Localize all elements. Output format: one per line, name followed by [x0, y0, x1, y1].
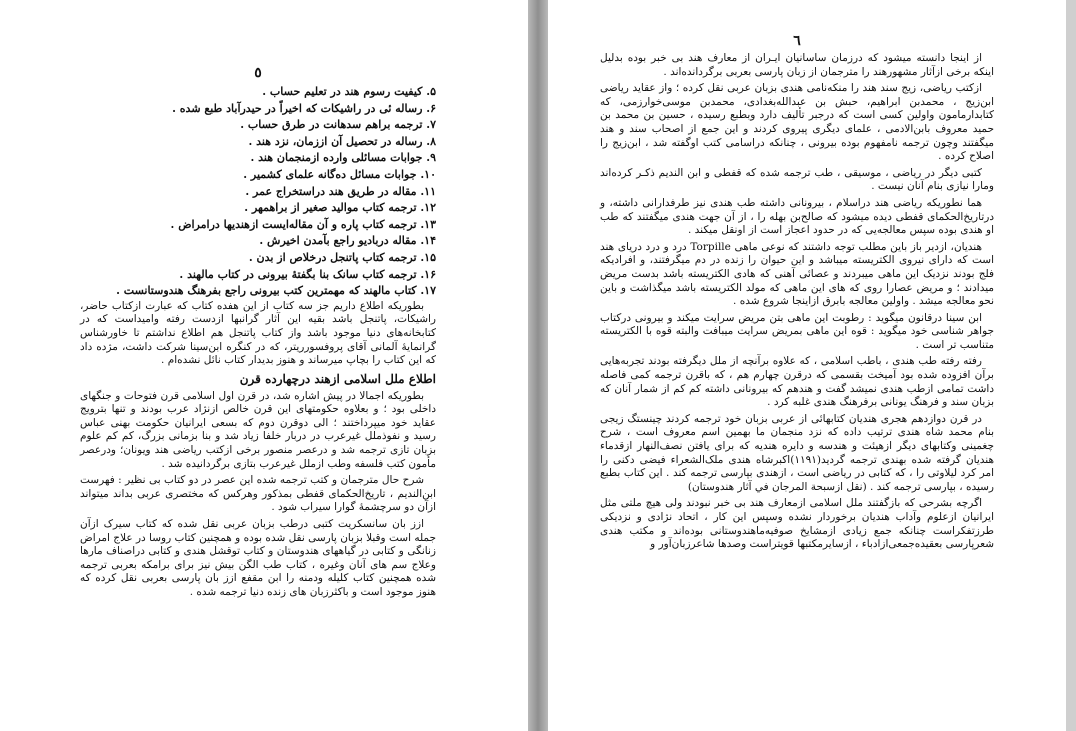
paragraph: ابن سینا درقانون میگوید : رطوبت این ماهی بتن مریض سرایت میکند و بیرونی درکتاب جواهر شناسی خود میگوید : قوه این ماهی بمریض سرایت میبافت والبته قوه با الکتریسته متناسب تر است . [600, 311, 994, 351]
paragraph: از اینجا دانسته میشود که درزمان ساسانیان ایـران از معارف هند بی خبر بوده بدلیل اینکه برخی ازآثار مشهورهند را مترجمان از زبان پارسی بعربی برگردانده‌اند . [600, 52, 994, 78]
paragraph: شرح حال مترجمان و کتب ترجمه شده این عصر در دو کتاب بی نظیر : فهرست ابن‌الندیم ، تاریخ‌الحکمای قفطی بمذکور وهرکس که مختصری عربی بداند میتواند ازآن دو سرچشمهٔ گوارا سیراب شود . [80, 474, 436, 514]
list-item: ۱۳. ترجمه کتاب پاره و آن مقاله‌ایست ازهندیها درامراض . [170, 217, 436, 231]
list-item: ۵. کیفیت رسوم هند در تعلیم حساب . [262, 85, 436, 98]
list-item: ۱۴. مقاله دربادیو راجع بآمدن اخیرش . [259, 234, 436, 248]
paragraph: اگرچه بشرحی که بازگفتند ملل اسلامی ازمعارف هند بی خبر نبودند ولی هیچ ملتی مثل ایرانیان ازعلوم وآداب هندیان برخوردار نشده وسپس این کار ، اتحاد نژادی و نزدیکی طرزتفکراست چنانکه جمع زیادی ازمشایخ صوفیه‌ماهندوستانی بوده‌اند و مکتب هندی شعرپارسی بعقیده‌جمعی‌ازادباء ، ازسایرمکتبها قویتراست وصدها شاعرزبان‌آور و [600, 497, 994, 551]
right-page [548, 0, 1076, 731]
paragraph: رفته رفته طب هندی ، باطب اسلامی ، که علاوه برآنچه از ملل دیگرفته بودند تجربه‌هایی برآن افزوده شده بود آمیخت بقسمی که درقرن چهارم هم ، که باقرن ترجمه کمی فاصله داشت تمامی ازطب هندی نمیشد گفت و هندهم که بیرونانی داشته کم کم از شمار آنان که بزبان سند و فرهنگ یونانی برفرهنگ هندی غلبه کرد . [600, 355, 994, 409]
paragraph: بطوریکه اجمالا در پیش اشاره شد، در قرن اول اسلامی قرن فتوحات و جنگهای داخلی بود ؛ و بعلاوه حکومتهای این قرن خالص ازنژاد عرب بودند و تنها بترویج عقاید خود میپرداختند ؛ الی دوقرن دوم که بسعی ایرانیان حکومت بهنی عباس رسید و نفوذملل غیرعرب در دربار خلفا زیاد شد و بنا بزمانی بزرگ، کم کم علوم بزبان تازی ترجمه شد و درعصر منصور برخی ازکتب ریاضی هند ویونان؛ ودرعصر مأمون کتب فلسفه وطب ازملل غیرعرب بتازی برگردانیده شد . [80, 389, 436, 470]
paragraph: ازز بان سانسکریت کتبی درطب بزبان عربی نقل شده که کتاب سیرک ازآن جمله است وقبلا بزبان پارسی نقل شده بوده و همچنین کتاب روسا در علاج امراض زنانگی و کتابی در گیاههای هندوستان و کتاب توقشل هندی و کتابی دراصناف مارها وعلاج سم های آنان وغیره ، کتاب طب الگن بیش نیز برای برامکه بعربی ترجمه شده همچنین کتاب کلیله ودمنه را ابن مقفع ازز بان پارسی بعربی نقل کرده که هنوز موجود است و باکثرزبان های زنده دنیا ترجمه شده . [80, 518, 436, 598]
works-list [80, 84, 436, 300]
page-edge [1066, 0, 1076, 731]
paragraph: هندیان، ازدیر باز باین مطلب توجه داشتند که نوعی ماهی Torpille درد و درد دریای هند است که دارای نیروی الکتریسته میباشد و این حیوان را زنده در دم میگرفتند، و افرادیکه فلج بودند نزدیک این ماهی میبردند و عصائی آهنی که هادی الکتریسته باشد بدست مریض میدادند ؛ و مریض عصارا روی که های این ماهی که مولد الکتریسته باشد میگذاشت و باین نحو معالجه میشد . واولین معالجه بابرق ازاینجا شروع شده . [600, 240, 994, 308]
list-item: ۱۱. مقاله در طریق هند دراستخراج عمر . [245, 184, 436, 198]
list-item: ۱۶. ترجمه کتاب سانک بنا بگفتهٔ بیرونی در کتاب مالهند . [179, 267, 436, 281]
page-number-right: ٦ [793, 33, 801, 49]
paragraph: بطوریکه اطلاع داریم جز سه کتاب از این هفده کتاب که عبارت ازکتاب حاضر، راشیکات، پاتنجل باشد بقیه این آثار گرانبها ازدست رفته وامیداست که در کتابخانه‌های دنیا موجود باشد واز کتاب پاتنجل هم اطلاع نداشتم تا خاورشناس گرانمایهٔ آلمانی آقای پروفسورریتر، که در کنگره ابن‌سینا شرکت داشت، مژده داد که این کتاب را بچاپ میرساند و هنوز بدیدار کتاب نائل نشده‌ام . [80, 299, 436, 367]
paragraph: هما نطوریکه ریاضی هند دراسلام ، بیرونانی داشته طب هندی نیز طرفدارانی داشته، و درتاریخ‌الحکمای قفطی دیده میشود که صالح‌بن بهله را ، از آن جهت هندی میگفتند که طب او هندی بوده سپس معالجه‌یی که در حدود اعجاز است از اونقل میکند . [600, 196, 994, 237]
list-item: ۷. ترجمه براهم سدهانت در طرق حساب . [240, 118, 436, 132]
list-item: ۱۲. ترجمه کتاب موالید صغیر از براهمهر . [244, 201, 436, 215]
paragraph: ازکتب ریاضی، زیج سند هند را منکه‌نامی هندی بزبان عربی نقل کرده ؛ واز عقاید ریاضی ابن‌زیج ، محمدبن ابراهیم، حبش بن عبدالله‌بغدادی، محمدبن موسی‌خوارزمی، که کتابدارمامون واولین کسی است که درجبر تألیف دارد وبطبع رسیده ، حسین بن محمد بن حمید معروف بابن‌الادمی ، علمای دیگری پیروی کردند و این جمع از اصحاب سند و هند میگفتند وچون ترجمه نامفهوم بوده بیرونی ، چنانکه دراسامی کتب اوگفته شد ، ابن‌زیج را اصلاح کرده . [600, 82, 994, 163]
left-page [0, 0, 528, 731]
list-item: ۹. جوابات مسائلی وارده ازمنجمان هند . [250, 151, 436, 165]
page-number-left: ٥ [254, 65, 262, 81]
list-item: ۶. رساله ئی در راشیکات که اخیراً در حیدرآباد طبع شده . [172, 101, 436, 115]
paragraph: کتبی دیگر در ریاضی ، موسیقی ، طب ترجمه شده که قفطی و ابن الندیم ذکـر کرده‌اند ومارا نیازی بنام آنان نیست . [600, 166, 994, 193]
paragraph: در قرن دوازدهم هجری هندیان کتابهائی از عربی بزبان خود ترجمه کردند چینستگ زیجی بنام محمد شاه هندی ترتیب داده که نزد منجمان ما بهمین اسم معروف است ، شرح چغمینی وکتابهای دیگر ازهیئت و هندسه و دایره هندیه که برای یافتن نصف‌النهار ازقدماء هندیان گرفته شده بهندی ترجمه گردید(۱۱۹۱)اکبرشاه هندی ملک‌الشعراء فیضی دکنی را امر کرد لیلاوتی را ، که کتابی در ریاضی است ، ازهندی بپارسی ترجمه کند . این کتاب بطبع رسیده ، بپارسی ترجمه کند . (نقل ازسبحة المرجان في آثار هندوستان) [600, 412, 994, 493]
list-item: ۱۷. کتاب مالهند که مهمترین کتب بیرونی راجع بفرهنگ هندوستانست . [116, 284, 436, 298]
list-item: ۱۵. ترجمه کتاب پاتنجل درخلاص از بدن . [248, 250, 436, 264]
list-item: ۸. رساله در تحصیل آن اززمان، نزد هند . [248, 134, 436, 148]
section-heading: اطلاع ملل اسلامی ازهند درچهارده قرن [239, 371, 436, 386]
book-gutter [528, 0, 548, 731]
list-item: ۱۰. جوابات مسائل ده‌گانه علمای کشمیر . [243, 167, 436, 181]
